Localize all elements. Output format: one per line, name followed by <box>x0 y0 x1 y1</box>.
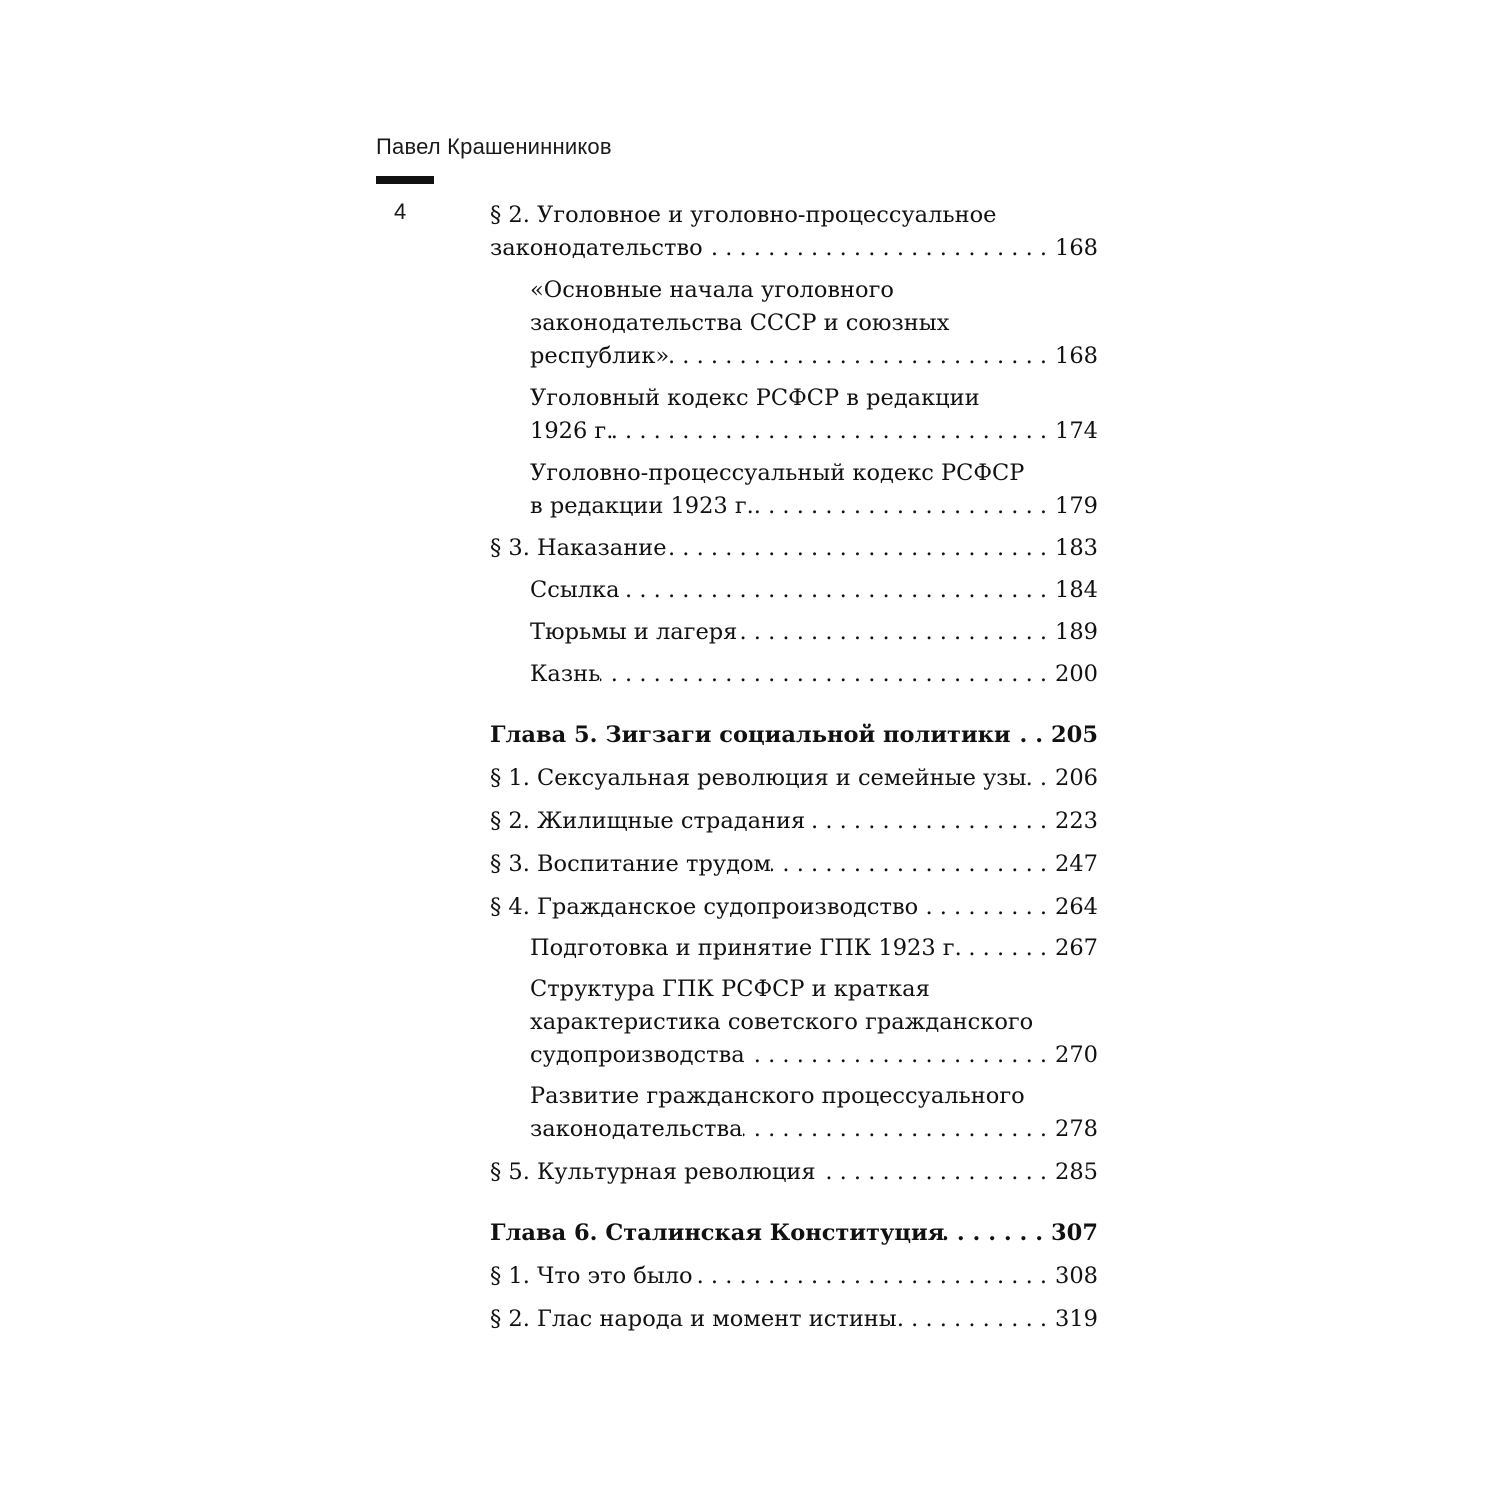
page-number: 4 <box>394 199 407 224</box>
toc-subentry <box>490 658 1098 691</box>
toc-entry-text: § 4. Гражданское судопроизводство <box>490 894 919 920</box>
toc-entry-line <box>530 1039 1098 1072</box>
dot-leader <box>805 805 1055 838</box>
toc-page-number: 205 <box>1051 722 1098 748</box>
dot-leader <box>1011 719 1051 752</box>
toc-entry-text: § 1. Сексуальная революция и семейные узы <box>490 765 1027 791</box>
dot-leader <box>1026 762 1055 795</box>
toc-subentry <box>490 274 1098 373</box>
toc-page-number: 264 <box>1055 894 1098 920</box>
toc-entry-text: Развитие гражданского процессуального <box>530 1083 1025 1109</box>
toc-entry-text: в редакции 1923 г. <box>530 493 754 519</box>
dot-leader <box>944 1217 1051 1250</box>
dot-leader <box>737 616 1055 649</box>
toc-entry-line <box>530 574 1098 607</box>
dot-leader <box>745 1039 1055 1072</box>
toc-entry-line <box>490 1260 1098 1293</box>
toc-entry-text: Казнь <box>530 661 601 687</box>
toc-entry-text: характеристика советского гражданского <box>530 1009 1034 1035</box>
header-rule <box>376 176 434 184</box>
toc-entry-line <box>490 1303 1098 1336</box>
toc-page-number: 319 <box>1055 1306 1098 1332</box>
toc-entry-text: Структура ГПК РСФСР и краткая <box>530 976 930 1002</box>
toc-page-number: 168 <box>1055 343 1098 369</box>
toc-entry-line <box>490 232 1098 265</box>
toc-entry-text: «Основные начала уголовного <box>530 277 894 303</box>
toc-section <box>490 848 1098 881</box>
toc-subentry <box>490 973 1098 1072</box>
toc-entry-line <box>490 805 1098 838</box>
toc-entry-line <box>490 532 1098 565</box>
toc-subentry <box>490 457 1098 523</box>
dot-leader <box>667 532 1056 565</box>
toc-section <box>490 762 1098 795</box>
toc-entry-line <box>530 340 1098 373</box>
toc-section <box>490 1156 1098 1189</box>
toc-entry-text: § 3. Наказание <box>490 535 667 561</box>
toc-entry-text: § 1. Что это было <box>490 1263 693 1289</box>
toc-entry-text: законодательства <box>530 1116 743 1142</box>
toc-chapter <box>490 1217 1098 1250</box>
toc-entry-text: Подготовка и принятие ГПК 1923 г. <box>530 935 962 961</box>
toc-section <box>490 891 1098 924</box>
toc-entry-text: § 5. Культурная революция <box>490 1159 816 1185</box>
dot-leader <box>962 932 1055 965</box>
dot-leader <box>743 1113 1056 1146</box>
toc-subentry <box>490 616 1098 649</box>
toc-entry-line <box>490 848 1098 881</box>
toc-entry-text: Глава 6. Сталинская Конституция <box>490 1220 945 1246</box>
toc-entry-line <box>530 415 1098 448</box>
toc-page-number: 285 <box>1055 1159 1098 1185</box>
toc-subentry <box>490 932 1098 965</box>
toc-entry-text: судопроизводства <box>530 1042 745 1068</box>
toc-section <box>490 532 1098 565</box>
dot-leader <box>897 1303 1055 1336</box>
toc-page-number: 308 <box>1055 1263 1098 1289</box>
toc-entry-line <box>530 1113 1098 1146</box>
toc-entry-text: § 3. Воспитание трудом <box>490 851 772 877</box>
toc-subentry <box>490 382 1098 448</box>
toc-page-number: 278 <box>1055 1116 1098 1142</box>
dot-leader <box>754 490 1055 523</box>
table-of-contents <box>490 199 1098 1336</box>
toc-entry-line <box>490 762 1098 795</box>
toc-entry-line <box>490 719 1098 752</box>
running-head-author: Павел Крашенинников <box>376 134 612 159</box>
toc-page-number: 200 <box>1055 661 1098 687</box>
toc-page-number: 223 <box>1055 808 1098 834</box>
toc-entry-line <box>490 1217 1098 1250</box>
toc-entry-text: § 2. Жилищные страдания <box>490 808 806 834</box>
toc-entry-text: 1926 г. <box>530 418 614 444</box>
toc-entry-text: Уголовно-процессуальный кодекс РСФСР <box>530 460 1025 486</box>
toc-section <box>490 1303 1098 1336</box>
toc-entry-text: Ссылка <box>530 577 620 603</box>
toc-page-number: 179 <box>1055 493 1098 519</box>
toc-subentry <box>490 574 1098 607</box>
toc-page-number: 307 <box>1051 1220 1098 1246</box>
toc-entry-text: республик» <box>530 343 670 369</box>
toc-section <box>490 805 1098 838</box>
toc-page-number: 247 <box>1055 851 1098 877</box>
toc-section <box>490 1260 1098 1293</box>
toc-entry-line <box>490 1156 1098 1189</box>
toc-page-number: 206 <box>1055 765 1098 791</box>
toc-entry-text: Глава 5. Зигзаги социальной политики <box>490 722 1011 748</box>
toc-entry-text: Уголовный кодекс РСФСР в редакции <box>530 385 980 411</box>
toc-subentry <box>490 1080 1098 1146</box>
toc-page-number: 184 <box>1055 577 1098 603</box>
toc-page-number: 270 <box>1055 1042 1098 1068</box>
toc-entry-text: законодательство <box>490 235 703 261</box>
toc-entry-line <box>530 658 1098 691</box>
toc-entry-line <box>490 891 1098 924</box>
dot-leader <box>918 891 1055 924</box>
toc-entry-text: Тюрьмы и лагеря <box>530 619 738 645</box>
dot-leader <box>771 848 1055 881</box>
toc-page-number: 168 <box>1055 235 1098 261</box>
dot-leader <box>669 340 1055 373</box>
toc-chapter <box>490 719 1098 752</box>
toc-page-number: 267 <box>1055 935 1098 961</box>
dot-leader <box>693 1260 1055 1293</box>
dot-leader <box>620 574 1056 607</box>
dot-leader <box>703 232 1055 265</box>
dot-leader <box>613 415 1055 448</box>
toc-entry-text: § 2. Глас народа и момент истины <box>490 1306 897 1332</box>
toc-entry-text: законодательства СССР и союзных <box>530 310 950 336</box>
toc-entry-line <box>530 932 1098 965</box>
toc-page-number: 183 <box>1055 535 1098 561</box>
dot-leader <box>816 1156 1056 1189</box>
toc-page-number: 189 <box>1055 619 1098 645</box>
toc-entry-line <box>530 490 1098 523</box>
toc-entry-line <box>530 616 1098 649</box>
toc-page-number: 174 <box>1055 418 1098 444</box>
toc-section <box>490 199 1098 265</box>
dot-leader <box>600 658 1055 691</box>
toc-entry-text: § 2. Уголовное и уголовно-процессуальное <box>490 202 997 228</box>
